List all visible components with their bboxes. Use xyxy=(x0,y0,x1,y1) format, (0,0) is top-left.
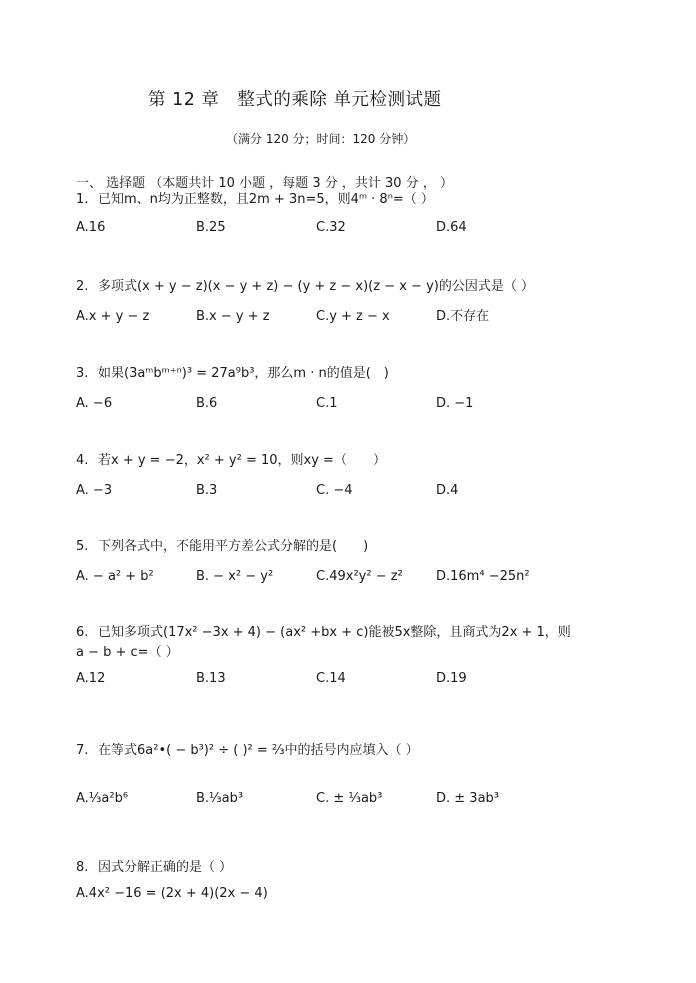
section-heading: 一、 选择题 （本题共计 10 小题 ，每题 3 分 ，共计 30 分 ， ） xyxy=(76,176,453,191)
option-c: C.32 xyxy=(316,220,346,235)
question-2 xyxy=(76,277,636,329)
option-a: A.⅓a²b⁶ xyxy=(76,791,129,806)
question-number: 5. xyxy=(76,539,89,554)
question-number: 7. xyxy=(76,743,89,758)
question-stem: 若x + y = −2，x² + y² = 10，则xy =（ ） xyxy=(98,453,386,468)
option-c: C.1 xyxy=(316,396,338,411)
option-d: D.19 xyxy=(436,671,467,686)
option-d: D.16m⁴ −25n² xyxy=(436,569,530,584)
question-5 xyxy=(76,537,636,589)
question-4 xyxy=(76,451,636,503)
option-b: B.25 xyxy=(196,220,226,235)
option-a: A. −6 xyxy=(76,396,113,411)
option-a: A.x + y − z xyxy=(76,309,150,324)
options-row xyxy=(76,789,636,811)
option-c: C. ± ⅓ab³ xyxy=(316,791,383,806)
option-d: D. ± 3ab³ xyxy=(436,791,500,806)
option-c: C.y + z − x xyxy=(316,309,390,324)
option-d: D.4 xyxy=(436,483,459,498)
question-number: 6. xyxy=(76,625,89,640)
option-a: A.12 xyxy=(76,671,106,686)
options-row xyxy=(76,669,636,691)
options-row xyxy=(76,394,636,416)
question-stem: 在等式6a²•( − b³)² ÷ ( )² = ⅔中的括号内应填入（ ） xyxy=(98,743,419,758)
question-stem: 如果(3aᵐbᵐ⁺ⁿ)³ = 27a⁹b³，那么m · n的值是( ) xyxy=(98,366,389,381)
question-number: 8. xyxy=(76,860,89,875)
option-c: C.14 xyxy=(316,671,346,686)
option-d: D.64 xyxy=(436,220,467,235)
question-6 xyxy=(76,623,636,691)
question-number: 4. xyxy=(76,453,89,468)
option-a: A. − a² + b² xyxy=(76,569,154,584)
option-b: B.x − y + z xyxy=(196,309,270,324)
options-row xyxy=(76,218,636,240)
question-8 xyxy=(76,858,636,906)
question-1 xyxy=(76,190,636,240)
option-b: B.⅓ab³ xyxy=(196,791,244,806)
option-b: B. − x² − y² xyxy=(196,569,274,584)
options-row xyxy=(76,481,636,503)
page-subtitle: （满分 120 分；时间：120 分钟） xyxy=(226,132,416,146)
option-d: D. −1 xyxy=(436,396,474,411)
question-number: 2. xyxy=(76,279,89,294)
option-b: B.6 xyxy=(196,396,218,411)
option-c: C. −4 xyxy=(316,483,353,498)
options-row xyxy=(76,567,636,589)
question-number: 3. xyxy=(76,366,89,381)
option-b: B.3 xyxy=(196,483,218,498)
question-7 xyxy=(76,741,636,811)
question-stem-continued: a − b + c=（ ） xyxy=(76,645,179,660)
question-number: 1. xyxy=(76,192,89,207)
option-d: D.不存在 xyxy=(436,309,490,324)
option-c: C.49x²y² − z² xyxy=(316,569,403,584)
option-b: B.13 xyxy=(196,671,226,686)
options-row xyxy=(76,884,636,906)
question-stem: 下列各式中，不能用平方差公式分解的是( ) xyxy=(98,539,369,554)
question-stem: 多项式(x + y − z)(x − y + z) − (y + z − x)(z − x − y)的公因式是（ ） xyxy=(98,279,534,294)
option-a: A.16 xyxy=(76,220,106,235)
question-3 xyxy=(76,364,636,416)
options-row xyxy=(76,307,636,329)
question-stem: 已知多项式(17x² −3x + 4) − (ax² +bx + c)能被5x整除，且商式为2x + 1，则 xyxy=(98,625,571,640)
page-title: 第 12 章 整式的乘除 单元检测试题 xyxy=(148,90,442,110)
question-stem: 因式分解正确的是（ ） xyxy=(98,860,233,875)
option-a: A. −3 xyxy=(76,483,113,498)
option-a: A.4x² −16 = (2x + 4)(2x − 4) xyxy=(76,886,268,901)
question-stem: 已知m、n均为正整数，且2m + 3n=5，则4ᵐ · 8ⁿ=（ ） xyxy=(98,192,434,207)
